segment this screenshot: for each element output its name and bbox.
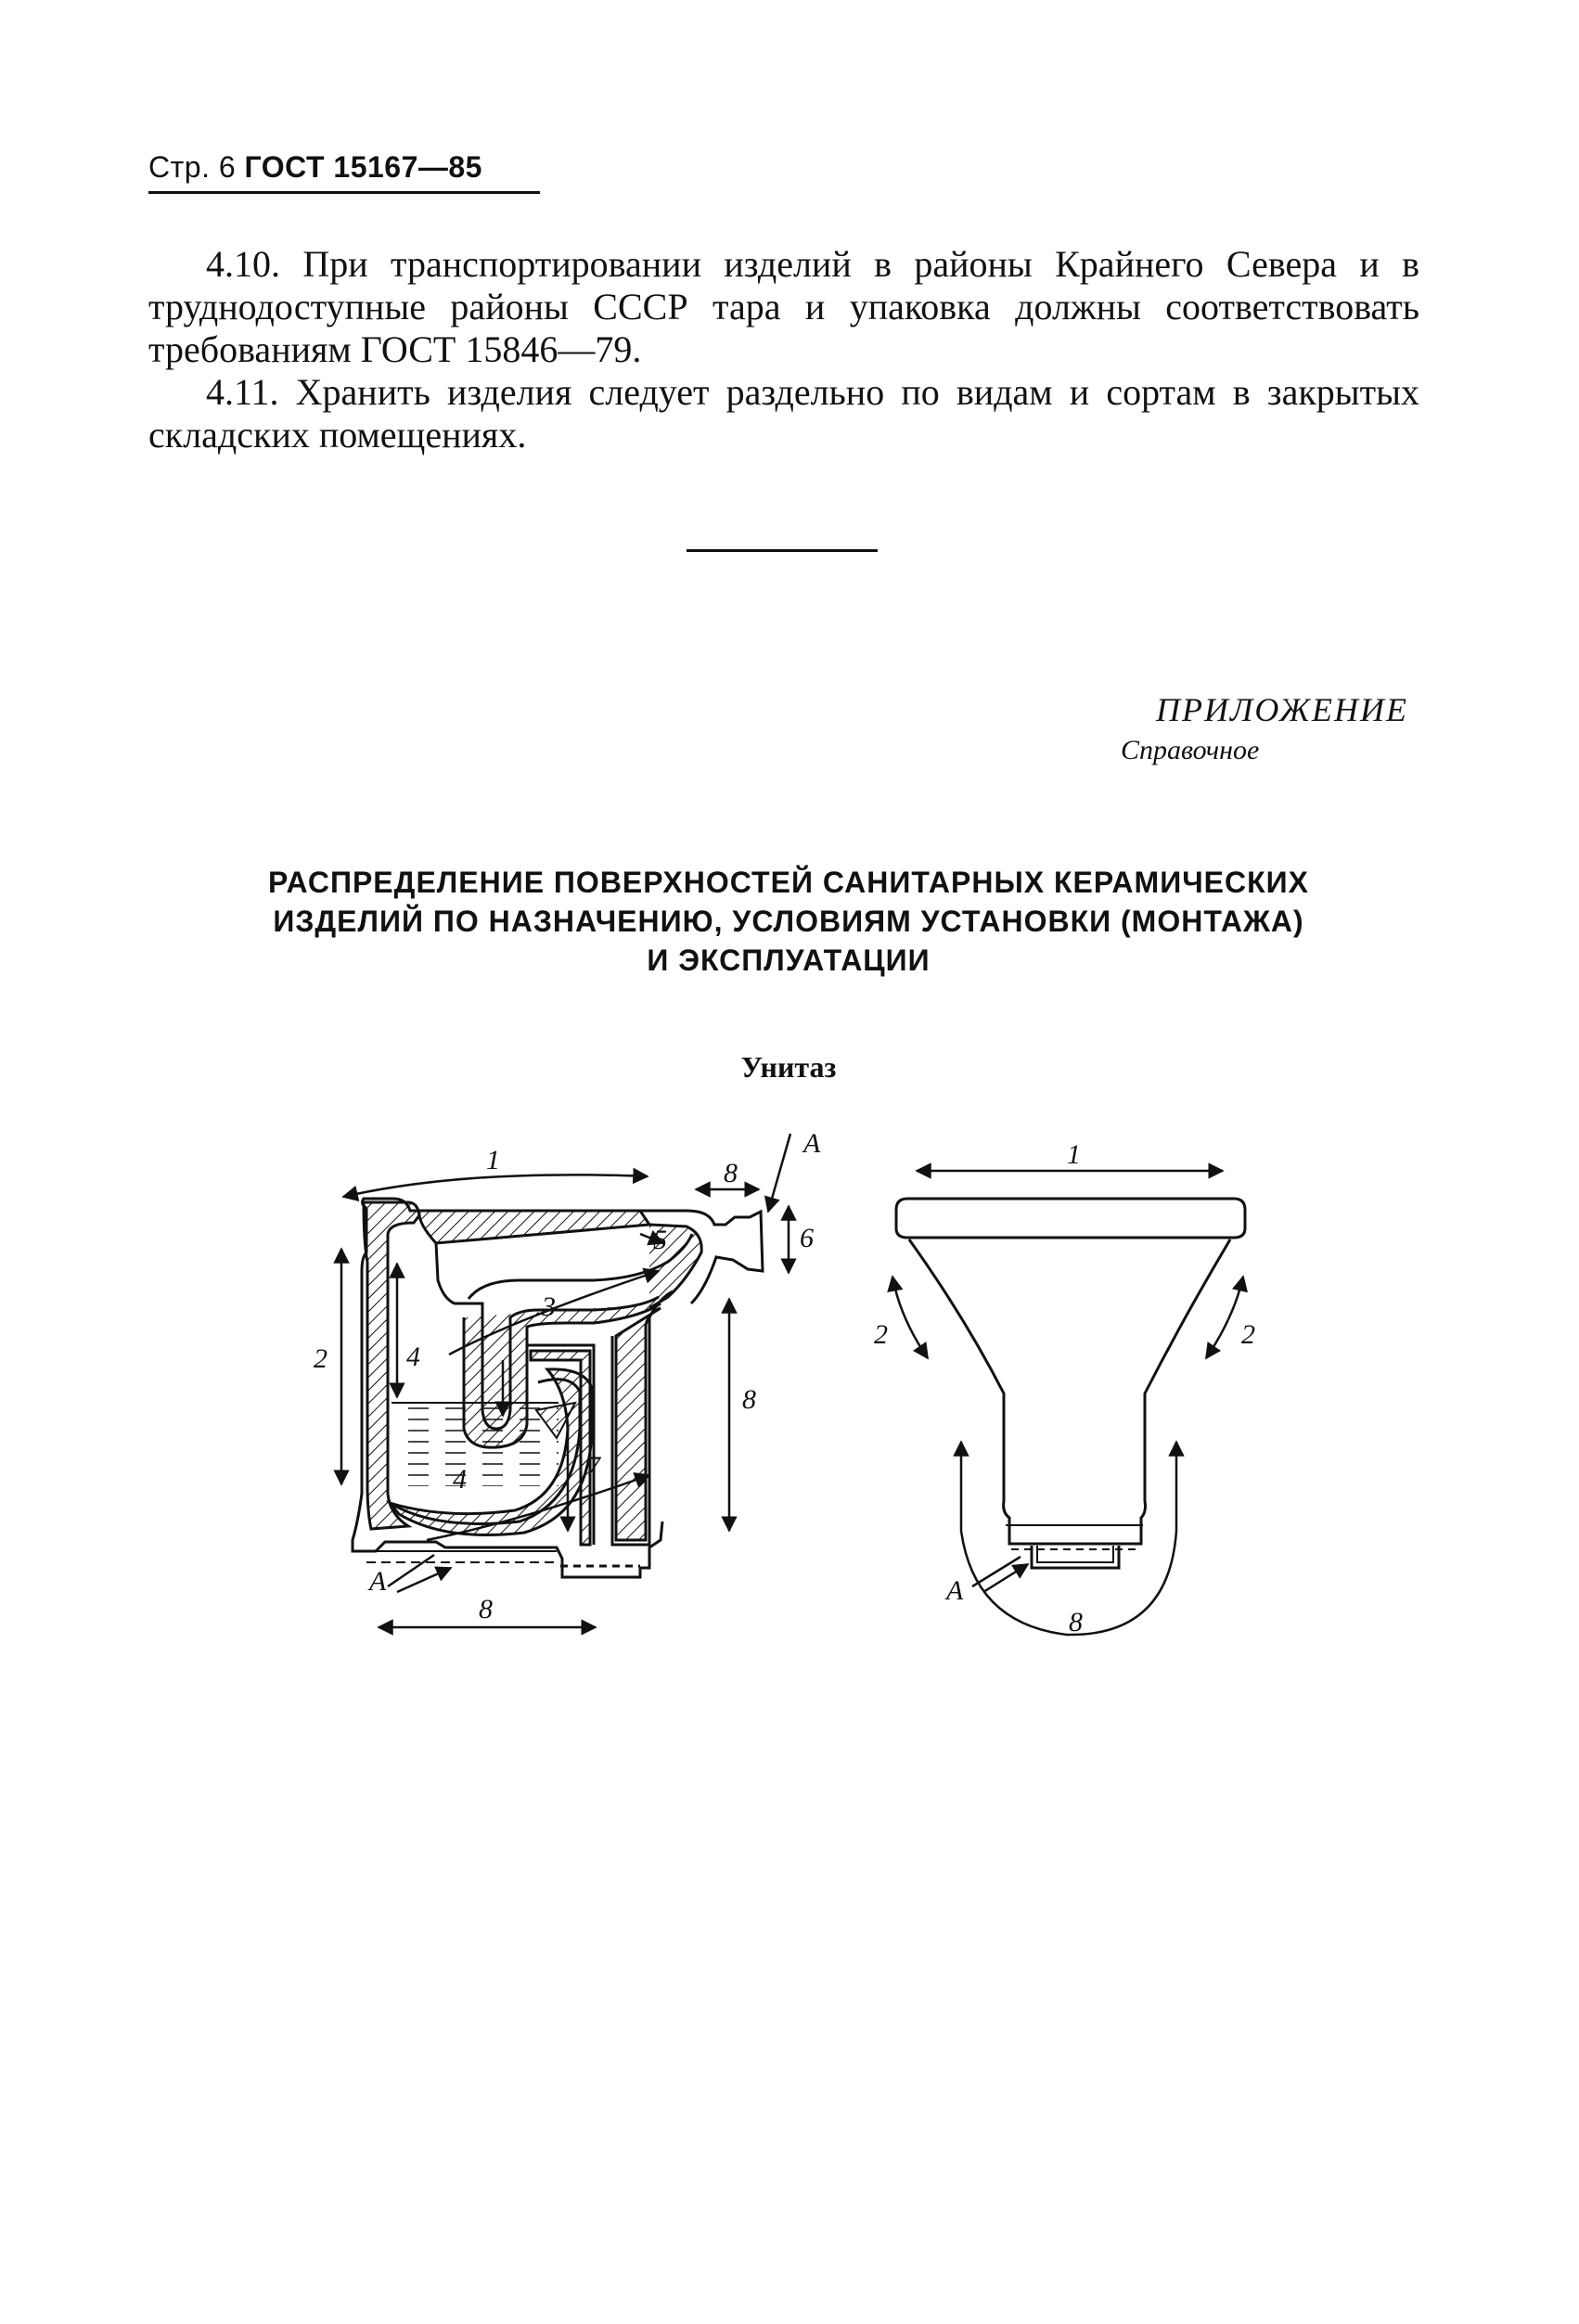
label-4-lower: 4 (453, 1464, 467, 1495)
label-5: 5 (653, 1225, 667, 1255)
figure-caption: Унитаз (740, 1050, 837, 1084)
right-dimension-arrows (892, 1171, 1243, 1635)
label-a-bottom: A (369, 1566, 387, 1597)
appendix-subtitle: Справочное (1121, 735, 1260, 765)
label-3: 3 (542, 1291, 556, 1322)
label-a-right: A (946, 1575, 964, 1606)
label-1-right: 1 (1067, 1139, 1081, 1170)
label-8-bottom: 8 (479, 1594, 493, 1624)
label-2-left: 2 (314, 1343, 327, 1374)
title-line-3: И ЭКСПЛУАТАЦИИ (647, 944, 931, 977)
label-4-upper: 4 (406, 1342, 420, 1372)
title-line-1: РАСПРЕДЕЛЕНИЕ ПОВЕРХНОСТЕЙ САНИТАРНЫХ КЕРАМИЧЕСКИХ (268, 866, 1309, 899)
label-8-top: 8 (724, 1158, 738, 1188)
standard-number: ГОСТ 15167—85 (244, 150, 482, 184)
label-a-top: A (803, 1128, 821, 1159)
label-8-right: 8 (742, 1384, 756, 1415)
toilet-section (353, 1199, 763, 1577)
appendix-label: ПРИЛОЖЕНИЕ (1156, 691, 1408, 728)
label-8-right-bottom: 8 (1069, 1607, 1083, 1637)
label-2-right-b: 2 (1241, 1319, 1255, 1350)
label-2-right-a: 2 (874, 1319, 888, 1350)
page-number: Стр. 6 (148, 150, 237, 184)
label-1-left: 1 (486, 1145, 500, 1175)
label-6: 6 (800, 1223, 814, 1253)
paragraph-4-11-text: 4.11. Хранить изделия следует раздельно по видам и сортам в закрытых складских помещениях. (148, 371, 1419, 456)
paragraph-4-10-text: 4.10. При транспортировании изделий в районы Крайнего Севера и в труднодоступные районы СССР тара и упаковка должны соответствовать требованиям ГОСТ 15846—79. (148, 243, 1419, 370)
toilet-exterior (896, 1199, 1245, 1568)
label-7: 7 (586, 1451, 600, 1482)
title-line-2: ИЗДЕЛИЙ ПО НАЗНАЧЕНИЮ, УСЛОВИЯМ УСТАНОВКИ (МОНТАЖА) (273, 905, 1304, 938)
